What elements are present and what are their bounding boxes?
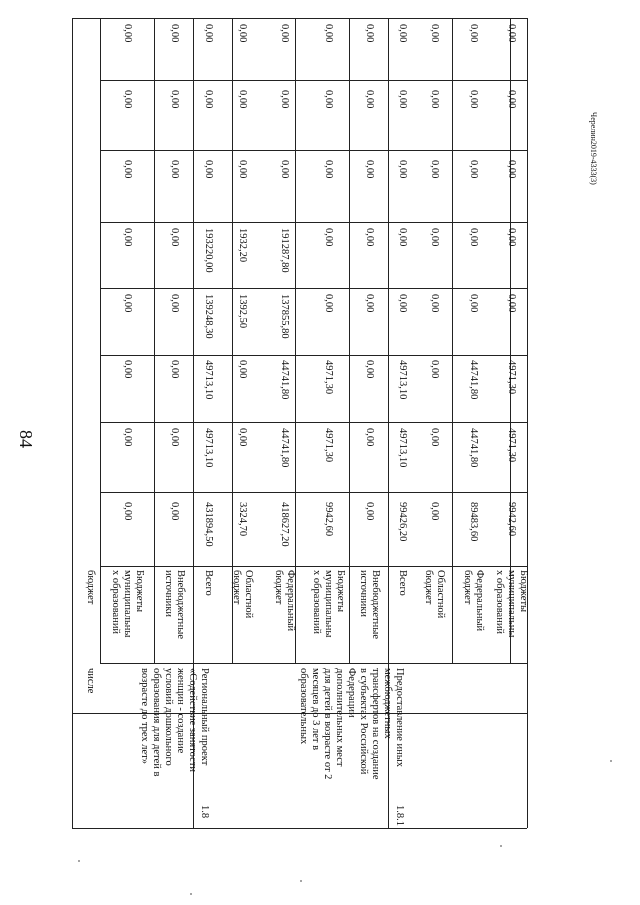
value-cell: 0,00 bbox=[506, 24, 517, 43]
row-rule-source bbox=[100, 566, 101, 663]
column-rule bbox=[100, 288, 527, 289]
header-cell: числе bbox=[85, 668, 96, 694]
value-cell: 49713,10 bbox=[397, 360, 408, 400]
column-rule bbox=[100, 422, 527, 423]
row-rule-source bbox=[452, 566, 453, 663]
scan-speck bbox=[500, 845, 502, 847]
value-cell: 0,00 bbox=[122, 24, 133, 43]
value-cell: 193220,00 bbox=[203, 228, 214, 273]
value-cell: 0,00 bbox=[506, 90, 517, 109]
value-cell: 0,00 bbox=[169, 24, 180, 43]
value-cell: 0,00 bbox=[203, 90, 214, 109]
value-cell: 0,00 bbox=[237, 90, 248, 109]
value-cell: 0,00 bbox=[169, 294, 180, 313]
value-cell: 0,00 bbox=[122, 428, 133, 447]
value-cell: 9942,60 bbox=[323, 502, 334, 537]
value-cell: 191287,80 bbox=[279, 228, 290, 273]
value-cell: 0,00 bbox=[468, 160, 479, 179]
row-rule-source bbox=[154, 566, 155, 663]
subitem-title: Предоставление иных bbox=[394, 668, 405, 768]
value-cell: 0,00 bbox=[397, 90, 408, 109]
source-label: Федеральный bbox=[474, 570, 485, 632]
row-rule-values bbox=[388, 18, 389, 566]
source-label: бюджет bbox=[462, 570, 473, 605]
value-cell: 0,00 bbox=[203, 160, 214, 179]
value-cell: 0,00 bbox=[429, 360, 440, 379]
source-label: Внебюджетные bbox=[175, 570, 186, 639]
value-cell: 3324,70 bbox=[237, 502, 248, 537]
value-cell: 0,00 bbox=[364, 160, 375, 179]
value-cell: 0,00 bbox=[364, 228, 375, 247]
value-cell: 0,00 bbox=[122, 160, 133, 179]
value-cell: 4971,30 bbox=[506, 360, 517, 395]
value-cell: 4971,30 bbox=[323, 360, 334, 395]
footer-code: Черелин2019-4333(3) bbox=[589, 112, 598, 185]
value-cell: 0,00 bbox=[169, 90, 180, 109]
value-cell: 0,00 bbox=[397, 24, 408, 43]
value-cell: 49713,10 bbox=[397, 428, 408, 468]
column-rule bbox=[100, 566, 527, 567]
project-title: Региональный проект bbox=[199, 668, 210, 766]
subitem-title: трансфертов на создание bbox=[370, 668, 381, 780]
value-cell: 44741,80 bbox=[279, 428, 290, 468]
row-rule-values bbox=[232, 18, 233, 566]
value-cell: 0,00 bbox=[169, 228, 180, 247]
column-rule bbox=[100, 222, 527, 223]
source-label: Областной bbox=[243, 570, 254, 619]
value-cell: 0,00 bbox=[429, 24, 440, 43]
value-cell: 44741,80 bbox=[468, 428, 479, 468]
row-rule-values bbox=[452, 18, 453, 566]
row-rule-values bbox=[295, 18, 296, 566]
source-label: бюджет bbox=[423, 570, 434, 605]
source-label: х образований bbox=[311, 570, 322, 635]
value-cell: 0,00 bbox=[429, 428, 440, 447]
value-cell: 0,00 bbox=[364, 428, 375, 447]
value-cell: 4971,30 bbox=[506, 428, 517, 463]
row-rule-source bbox=[193, 566, 194, 663]
value-cell: 0,00 bbox=[237, 360, 248, 379]
value-cell: 0,00 bbox=[169, 428, 180, 447]
value-cell: 0,00 bbox=[203, 24, 214, 43]
value-cell: 0,00 bbox=[122, 294, 133, 313]
value-cell: 0,00 bbox=[237, 24, 248, 43]
row-rule-values bbox=[349, 18, 350, 566]
value-cell: 139248,30 bbox=[203, 294, 214, 339]
column-rule bbox=[100, 355, 527, 356]
value-cell: 0,00 bbox=[122, 502, 133, 521]
project-title: «Содействие занятости bbox=[187, 668, 198, 773]
value-cell: 0,00 bbox=[364, 360, 375, 379]
row-rule-values bbox=[193, 18, 194, 566]
page-number: 84 bbox=[16, 430, 36, 448]
value-cell: 0,00 bbox=[364, 90, 375, 109]
subitem-title: межбюджетных bbox=[382, 668, 393, 739]
source-label: х образований bbox=[494, 570, 505, 635]
value-cell: 137855,80 bbox=[279, 294, 290, 339]
value-cell: 0,00 bbox=[323, 24, 334, 43]
value-cell: 0,00 bbox=[397, 294, 408, 313]
table-border-bottom bbox=[72, 828, 527, 829]
project-title: условий дошкольного bbox=[163, 668, 174, 766]
scan-speck bbox=[610, 760, 612, 762]
source-label: Всего bbox=[397, 570, 408, 596]
source-label: Областной bbox=[435, 570, 446, 619]
value-cell: 0,00 bbox=[429, 502, 440, 521]
column-rule bbox=[100, 663, 527, 664]
value-cell: 0,00 bbox=[468, 90, 479, 109]
value-cell: 431894,50 bbox=[203, 502, 214, 547]
value-cell: 0,00 bbox=[323, 294, 334, 313]
value-cell: 0,00 bbox=[468, 24, 479, 43]
project-number: 1.8 bbox=[199, 805, 210, 819]
value-cell: 0,00 bbox=[506, 160, 517, 179]
scan-speck bbox=[78, 860, 80, 862]
subitem-title: образовательных bbox=[298, 668, 309, 745]
value-cell: 0,00 bbox=[364, 502, 375, 521]
value-cell: 0,00 bbox=[237, 160, 248, 179]
value-cell: 0,00 bbox=[468, 228, 479, 247]
value-cell: 44741,80 bbox=[279, 360, 290, 400]
column-rule bbox=[100, 80, 527, 81]
row-rule-source bbox=[349, 566, 350, 663]
subitem-title: в субъектах Российской bbox=[358, 668, 369, 775]
value-cell: 0,00 bbox=[279, 24, 290, 43]
value-cell: 0,00 bbox=[397, 228, 408, 247]
scan-speck bbox=[190, 893, 192, 895]
scan-speck bbox=[300, 880, 302, 882]
value-cell: 4971,30 bbox=[323, 428, 334, 463]
source-label: х образований bbox=[110, 570, 121, 635]
value-cell: 0,00 bbox=[169, 360, 180, 379]
value-cell: 0,00 bbox=[169, 160, 180, 179]
source-label: Всего bbox=[203, 570, 214, 596]
value-cell: 99426,20 bbox=[397, 502, 408, 542]
value-cell: 0,00 bbox=[429, 228, 440, 247]
subitem-title: дополнительных мест bbox=[334, 668, 345, 767]
value-cell: 0,00 bbox=[506, 294, 517, 313]
subitem-title: для детей в возрасте от 2 bbox=[322, 668, 333, 780]
source-label: бюджет bbox=[273, 570, 284, 605]
source-label: Федеральный bbox=[285, 570, 296, 632]
value-cell: 0,00 bbox=[429, 294, 440, 313]
source-label: Бюджеты bbox=[134, 570, 145, 613]
value-cell: 49713,10 bbox=[203, 428, 214, 468]
value-cell: 0,00 bbox=[468, 294, 479, 313]
project-title: женщин - создание bbox=[175, 668, 186, 754]
value-cell: 9942,60 bbox=[506, 502, 517, 537]
column-rule bbox=[100, 492, 527, 493]
row-rule-values bbox=[100, 18, 101, 566]
value-cell: 44741,80 bbox=[468, 360, 479, 400]
source-label: источники bbox=[358, 570, 369, 617]
value-cell: 0,00 bbox=[279, 90, 290, 109]
value-cell: 0,00 bbox=[506, 228, 517, 247]
source-label: источники bbox=[163, 570, 174, 617]
subitem-title: Федерации bbox=[346, 668, 357, 718]
value-cell: 0,00 bbox=[429, 90, 440, 109]
row-rule-values bbox=[154, 18, 155, 566]
value-cell: 0,00 bbox=[323, 160, 334, 179]
column-rule-head bbox=[72, 713, 100, 714]
value-cell: 0,00 bbox=[364, 294, 375, 313]
value-cell: 0,00 bbox=[169, 502, 180, 521]
value-cell: 0,00 bbox=[364, 24, 375, 43]
value-cell: 1392,50 bbox=[237, 294, 248, 329]
value-cell: 0,00 bbox=[397, 160, 408, 179]
value-cell: 89483,60 bbox=[468, 502, 479, 542]
value-cell: 49713,10 bbox=[203, 360, 214, 400]
value-cell: 0,00 bbox=[279, 160, 290, 179]
value-cell: 0,00 bbox=[122, 228, 133, 247]
value-cell: 0,00 bbox=[122, 90, 133, 109]
header-cell: бюджет bbox=[85, 570, 96, 605]
project-title: возрасте до трех лет» bbox=[139, 668, 150, 765]
value-cell: 0,00 bbox=[429, 160, 440, 179]
value-cell: 0,00 bbox=[323, 228, 334, 247]
source-label: муниципальны bbox=[506, 570, 517, 638]
source-label: Внебюджетные bbox=[370, 570, 381, 639]
column-rule bbox=[100, 150, 527, 151]
source-label: муниципальны bbox=[122, 570, 133, 638]
source-label: Бюджеты bbox=[335, 570, 346, 613]
source-label: Бюджеты bbox=[518, 570, 529, 613]
table-border-right bbox=[527, 18, 528, 828]
value-cell: 0,00 bbox=[122, 360, 133, 379]
table-border-left bbox=[72, 18, 73, 828]
value-cell: 418627,20 bbox=[279, 502, 290, 547]
value-cell: 0,00 bbox=[237, 428, 248, 447]
subitem-title: месяцев до 3 лет в bbox=[310, 668, 321, 751]
subitem-number: 1.8.1 bbox=[394, 805, 405, 826]
table-border-top bbox=[72, 18, 527, 19]
source-label: муниципальны bbox=[323, 570, 334, 638]
project-title: образования для детей в bbox=[151, 668, 162, 777]
value-cell: 1932,20 bbox=[237, 228, 248, 263]
row-rule-source bbox=[388, 566, 389, 663]
source-label: бюджет bbox=[231, 570, 242, 605]
value-cell: 0,00 bbox=[323, 90, 334, 109]
